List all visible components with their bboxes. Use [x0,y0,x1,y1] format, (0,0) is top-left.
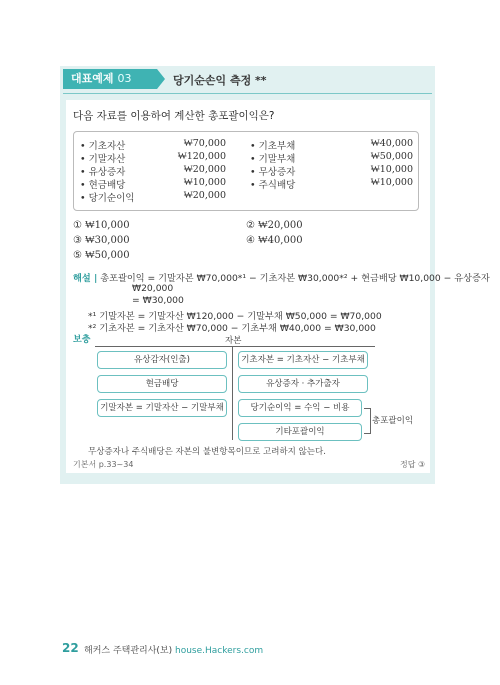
solution-line: 해설 | 총포괄이익 = 기말자본 ₩70,000*¹ − 기초자본 ₩30,000*² + 현금배당 ₩10,000 − 유상증자 [73,273,490,284]
data-amount: ₩20,000 [183,190,226,201]
option-2[interactable]: ② ₩20,000 [246,220,303,231]
answer-text: 정답 ③ [400,460,426,469]
diagram-top-line [95,346,375,347]
supplement-box-left: 기말자본 = 기말자산 − 기말부채 [97,399,227,417]
header-divider [63,93,432,94]
supplement-note: 무상증자나 주식배당은 자본의 불변항목이므로 고려하지 않는다. [88,447,326,457]
example-badge: 대표예제 03 [63,69,157,89]
data-label: • 주식배당 [250,180,296,191]
data-amount: ₩50,000 [370,151,413,162]
question-text: 다음 자료를 이용하여 계산한 총포괄이익은? [73,110,275,122]
page-footer: 해커스 주택관리사(보) house.Hackers.com [84,646,264,656]
supplement-box-right: 당기순이익 = 수익 − 비용 [238,399,362,417]
data-label: • 무상증자 [250,167,296,178]
total-comprehensive-label: 총포괄이익 [372,416,414,426]
data-label: • 기초자산 [80,141,126,152]
data-amount: ₩20,000 [183,164,226,175]
solution-note: *¹ 기말자본 = 기말자산 ₩120,000 − 기말부채 ₩50,000 = ₩70,000 [88,311,382,322]
data-amount: ₩10,000 [370,164,413,175]
site-link[interactable]: house.Hackers.com [175,646,264,656]
data-label: • 현금배당 [80,180,126,191]
option-4[interactable]: ④ ₩40,000 [246,235,303,246]
supplement-box-right: 기타포괄이익 [238,423,362,441]
supplement-box-right: 유상증자 · 추가출자 [238,375,368,393]
supplement-label: 보충 [73,335,91,345]
solution-line: = ₩30,000 [132,295,184,306]
data-label: • 기말부채 [250,154,296,165]
option-5[interactable]: ⑤ ₩50,000 [73,250,130,261]
solution-label: 해설 | [73,273,98,284]
supplement-box-left: 유상감자(인출) [97,351,227,369]
data-label: • 당기순이익 [80,193,135,204]
supplement-box-right: 기초자본 = 기초자산 − 기초부채 [238,351,368,369]
equity-root-label: 자본 [225,336,242,346]
supplement-box-left: 현금배당 [97,375,227,393]
badge-arrow [157,69,165,89]
total-bracket [364,408,371,434]
topic-title: 당기순손익 측정 ** [173,74,267,87]
diagram-center-line [232,346,233,440]
data-amount: ₩120,000 [177,151,226,162]
data-amount: ₩40,000 [370,138,413,149]
option-1[interactable]: ① ₩10,000 [73,220,130,231]
reference-text: 기본서 p.33~34 [73,460,134,469]
option-3[interactable]: ③ ₩30,000 [73,235,130,246]
data-label: • 유상증자 [80,167,126,178]
solution-note: *² 기초자본 = 기초자산 ₩70,000 − 기초부채 ₩40,000 = ₩30,000 [88,323,376,334]
data-label: • 기초부채 [250,141,296,152]
data-amount: ₩70,000 [183,138,226,149]
data-label: • 기말자산 [80,154,126,165]
data-amount: ₩10,000 [183,177,226,188]
data-amount: ₩10,000 [370,177,413,188]
solution-line: ₩20,000 [132,283,174,294]
page-number: 22 [62,641,79,655]
